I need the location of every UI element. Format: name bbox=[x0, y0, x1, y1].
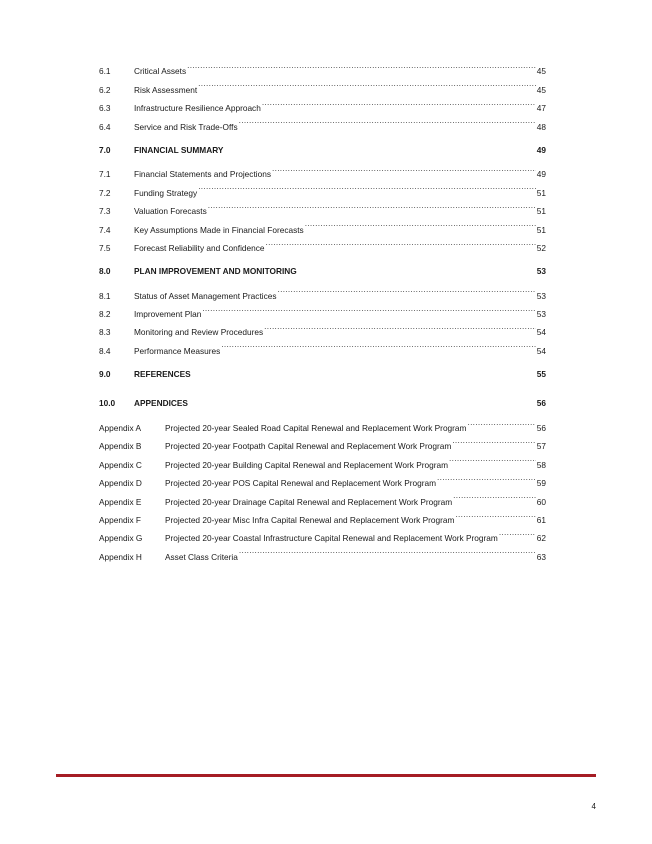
toc-page-number: 52 bbox=[536, 242, 546, 253]
toc-number: 8.4 bbox=[99, 345, 111, 356]
dot-leader bbox=[455, 505, 535, 523]
toc-number: Appendix A bbox=[99, 423, 141, 434]
toc-number: 9.0 bbox=[99, 368, 111, 379]
toc-entry-8-1[interactable] bbox=[99, 280, 546, 301]
toc-number: 6.4 bbox=[99, 121, 111, 132]
toc-page-number: 49 bbox=[536, 144, 546, 155]
toc-heading-9-0[interactable] bbox=[99, 365, 546, 383]
toc-heading-8-0[interactable] bbox=[99, 262, 546, 280]
toc-title: Funding Strategy bbox=[134, 187, 198, 198]
toc-title: Key Assumptions Made in Financial Forecasts bbox=[134, 224, 304, 235]
toc-number: Appendix D bbox=[99, 478, 142, 489]
dot-leader bbox=[467, 413, 535, 431]
toc-page-number: 45 bbox=[536, 66, 546, 77]
toc-title: Improvement Plan bbox=[134, 309, 202, 320]
toc-page-number: 53 bbox=[536, 265, 546, 276]
toc-title: REFERENCES bbox=[134, 368, 191, 379]
toc-title: Risk Assessment bbox=[134, 84, 198, 95]
toc-number: 7.5 bbox=[99, 242, 111, 253]
toc-title: Asset Class Criteria bbox=[165, 551, 238, 562]
dot-leader bbox=[266, 233, 536, 251]
footer-rule bbox=[56, 774, 596, 777]
toc-entry-6-1[interactable] bbox=[99, 56, 546, 77]
toc-number: Appendix G bbox=[99, 533, 143, 544]
dot-leader bbox=[198, 74, 536, 92]
toc-page-number: 53 bbox=[536, 290, 546, 301]
toc-page-number: 54 bbox=[536, 345, 546, 356]
dot-leader bbox=[305, 214, 536, 232]
toc-number: 8.2 bbox=[99, 309, 111, 320]
toc-number: Appendix F bbox=[99, 514, 141, 525]
dot-leader bbox=[499, 523, 536, 541]
toc-number: 7.2 bbox=[99, 187, 111, 198]
dot-leader bbox=[239, 111, 536, 129]
toc-title: APPENDICES bbox=[134, 398, 188, 409]
toc-number: 6.2 bbox=[99, 84, 111, 95]
toc-title: Monitoring and Review Procedures bbox=[134, 327, 264, 338]
toc-title: PLAN IMPROVEMENT AND MONITORING bbox=[134, 265, 297, 276]
toc-title: Financial Statements and Projections bbox=[134, 169, 271, 180]
toc-page-number: 54 bbox=[536, 327, 546, 338]
toc-title: Projected 20-year Footpath Capital Renewal and Replacement Work Program bbox=[165, 441, 452, 452]
dot-leader bbox=[452, 431, 536, 449]
toc-page-number: 56 bbox=[536, 398, 546, 409]
footer-page-number: 4 bbox=[591, 802, 596, 811]
toc-page-number: 48 bbox=[536, 121, 546, 132]
toc-number: 8.0 bbox=[99, 265, 111, 276]
toc-title: Critical Assets bbox=[134, 66, 187, 77]
dot-leader bbox=[262, 93, 536, 111]
toc-number: 8.3 bbox=[99, 327, 111, 338]
toc-entry-appendix-a[interactable] bbox=[99, 413, 546, 434]
dot-leader bbox=[208, 196, 536, 214]
toc-number: 8.1 bbox=[99, 290, 111, 301]
toc-title: Valuation Forecasts bbox=[134, 206, 207, 217]
toc-number: 7.4 bbox=[99, 224, 111, 235]
toc-page-number: 60 bbox=[536, 496, 546, 507]
toc-page-number: 56 bbox=[536, 423, 546, 434]
toc-page-number: 61 bbox=[536, 514, 546, 525]
toc-title: FINANCIAL SUMMARY bbox=[134, 144, 224, 155]
toc-number: Appendix H bbox=[99, 551, 142, 562]
toc-number: 7.1 bbox=[99, 169, 111, 180]
toc-page-number: 57 bbox=[536, 441, 546, 452]
toc-title: Projected 20-year Misc Infra Capital Renewal and Replacement Work Program bbox=[165, 514, 455, 525]
toc-title: Projected 20-year Coastal Infrastructure Capital Renewal and Replacement Work Program bbox=[165, 533, 498, 544]
dot-leader bbox=[198, 177, 536, 195]
dot-leader bbox=[453, 486, 536, 504]
toc-number: 7.3 bbox=[99, 206, 111, 217]
toc-number: Appendix E bbox=[99, 496, 142, 507]
toc-page-number: 55 bbox=[536, 368, 546, 379]
toc-page-number: 59 bbox=[536, 478, 546, 489]
toc-page-number: 51 bbox=[536, 187, 546, 198]
toc-heading-10-0[interactable] bbox=[99, 394, 546, 412]
toc-title: Forecast Reliability and Confidence bbox=[134, 242, 265, 253]
toc-number: Appendix B bbox=[99, 441, 142, 452]
toc-title: Projected 20-year POS Capital Renewal and Replacement Work Program bbox=[165, 478, 437, 489]
dot-leader bbox=[272, 159, 536, 177]
toc-page-number: 45 bbox=[536, 84, 546, 95]
toc-number: 6.3 bbox=[99, 103, 111, 114]
toc-title: Status of Asset Management Practices bbox=[134, 290, 277, 301]
dot-leader bbox=[449, 449, 536, 467]
toc-title: Service and Risk Trade-Offs bbox=[134, 121, 238, 132]
toc-page-number: 51 bbox=[536, 224, 546, 235]
toc-title: Projected 20-year Drainage Capital Renewal and Replacement Work Program bbox=[165, 496, 453, 507]
toc-number: 7.0 bbox=[99, 144, 111, 155]
dot-leader bbox=[437, 468, 536, 486]
dot-leader bbox=[221, 335, 536, 353]
toc-page-number: 53 bbox=[536, 309, 546, 320]
toc-page-number: 47 bbox=[536, 103, 546, 114]
dot-leader bbox=[264, 317, 536, 335]
dot-leader bbox=[239, 541, 536, 559]
toc-title: Projected 20-year Sealed Road Capital Renewal and Replacement Work Program bbox=[165, 423, 467, 434]
toc-title: Performance Measures bbox=[134, 345, 221, 356]
toc-page-number: 63 bbox=[536, 551, 546, 562]
toc-title: Infrastructure Resilience Approach bbox=[134, 103, 261, 114]
toc-number: Appendix C bbox=[99, 459, 142, 470]
section-gap bbox=[99, 383, 546, 394]
toc-number: 10.0 bbox=[99, 398, 116, 409]
toc-page-number: 51 bbox=[536, 206, 546, 217]
toc-page-number: 58 bbox=[536, 459, 546, 470]
dot-leader bbox=[202, 299, 535, 317]
table-of-contents bbox=[99, 56, 546, 560]
toc-entry-7-1[interactable] bbox=[99, 159, 546, 180]
toc-title: Projected 20-year Building Capital Renewal and Replacement Work Program bbox=[165, 459, 449, 470]
dot-leader bbox=[187, 56, 536, 74]
toc-number: 6.1 bbox=[99, 66, 111, 77]
toc-page-number: 62 bbox=[536, 533, 546, 544]
toc-heading-7-0[interactable] bbox=[99, 141, 546, 159]
dot-leader bbox=[278, 280, 536, 298]
toc-page-number: 49 bbox=[536, 169, 546, 180]
